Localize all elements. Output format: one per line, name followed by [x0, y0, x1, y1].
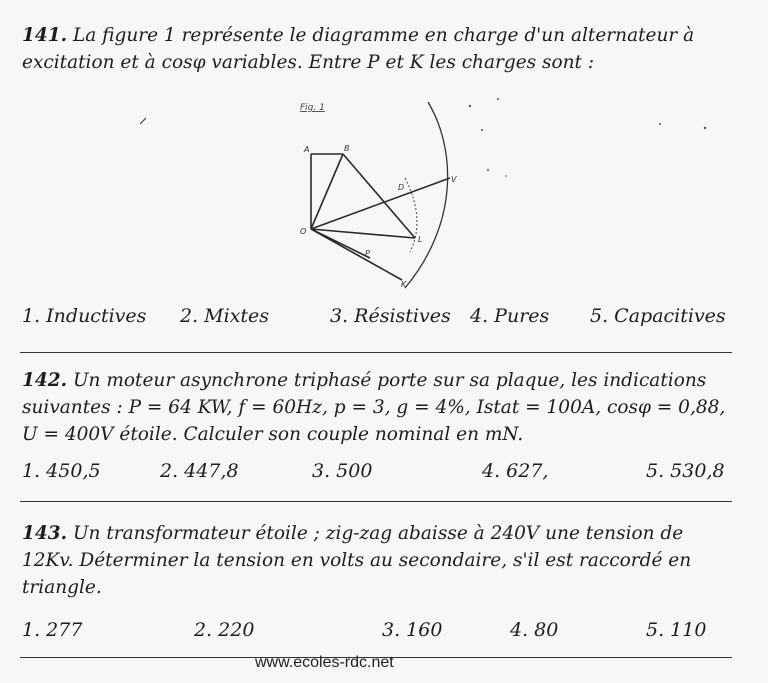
figure-1-phasor-diagram [120, 92, 740, 298]
separator [20, 501, 732, 502]
answer-142-3: 3. 500 [312, 460, 373, 482]
answer-143-4: 4. 80 [510, 619, 559, 641]
question-142 [22, 367, 734, 448]
question-number: 142. [22, 370, 68, 391]
question-text: Un moteur asynchrone triphasé porte sur sa plaque, les indications suivantes : P = 64 KW, f = 60Hz, p = 3, g = 4%, Istat = 100A, cosφ = 0,88, U = 400V étoile. Calculer son couple nominal en mN. [22, 370, 726, 445]
answer-142-1: 1. 450,5 [22, 460, 101, 482]
answer-143-2: 2. 220 [194, 619, 255, 641]
separator [20, 352, 732, 353]
arc-curve [405, 102, 448, 288]
arc-dotted [405, 178, 417, 252]
label-l: L [418, 235, 423, 244]
phasor-lines [311, 154, 450, 280]
answer-142-2: 2. 447,8 [160, 460, 239, 482]
question-text: Un transformateur étoile ; zig-zag abaisse à 240V une tension de 12Kv. Déterminer la tension en volts au secondaire, s'il est raccordé en triangle. [22, 523, 692, 598]
answer-141-2: 2. Mixtes [180, 305, 270, 327]
answer-143-3: 3. 160 [382, 619, 443, 641]
scan-mark [140, 118, 146, 124]
label-o: O [300, 227, 307, 236]
question-141 [22, 22, 734, 76]
label-k: K [401, 280, 407, 289]
website-footer: www.ecoles-rdc.net [255, 654, 394, 671]
label-v: V [451, 175, 457, 184]
answer-142-4: 4. 627, [482, 460, 549, 482]
figure-caption: Fig. 1 [300, 103, 325, 113]
scan-specks [469, 98, 706, 177]
answer-143-5: 5. 110 [646, 619, 707, 641]
answer-142-5: 5. 530,8 [646, 460, 725, 482]
label-p: P [365, 249, 370, 258]
question-text: La figure 1 représente le diagramme en charge d'un alternateur à excitation et à cosφ variables. Entre P et K les charges sont : [22, 25, 695, 73]
answer-141-3: 3. Résistives [330, 305, 451, 327]
answer-141-4: 4. Pures [470, 305, 550, 327]
label-a: A [304, 145, 310, 154]
label-d: D [398, 183, 405, 192]
answer-141-5: 5. Capacitives [590, 305, 726, 327]
question-number: 141. [22, 25, 68, 46]
question-number: 143. [22, 523, 68, 544]
answer-143-1: 1. 277 [22, 619, 83, 641]
question-143 [22, 520, 734, 601]
label-b: B [344, 144, 350, 153]
answer-141-1: 1. Inductives [22, 305, 147, 327]
